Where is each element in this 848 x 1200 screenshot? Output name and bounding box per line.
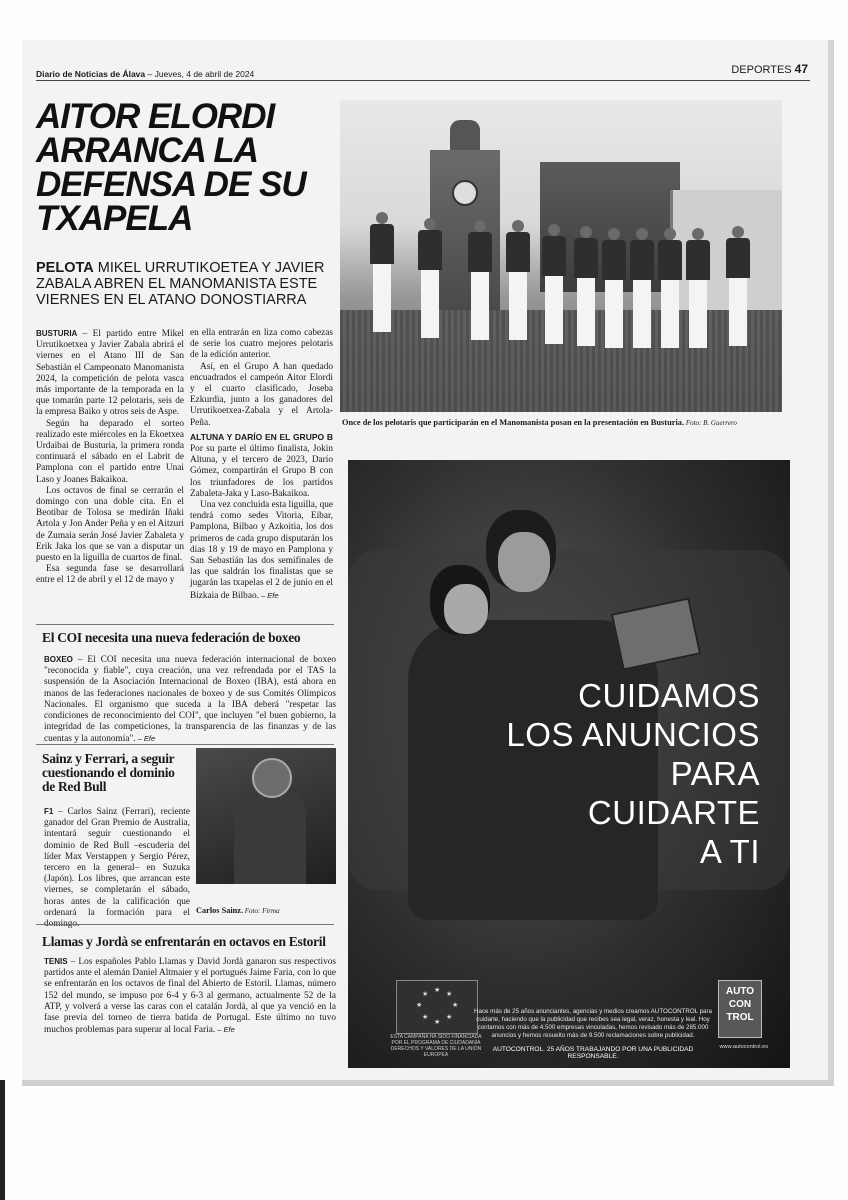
divider xyxy=(36,924,334,925)
ad-url: www.autocontrol.es xyxy=(719,1044,768,1050)
main-article-col-2 xyxy=(190,328,333,602)
f1-photo-caption xyxy=(196,906,280,915)
slogan-line: LOS ANUNCIOS xyxy=(506,716,760,753)
man-face-shape xyxy=(498,532,550,592)
slogan-line: CUIDAMOS xyxy=(578,677,760,714)
clock-icon xyxy=(452,180,478,206)
coi-body xyxy=(44,654,336,746)
caption-text: Once de los pelotaris que participarán en el Manomanista posan en la presentación en Busturia. xyxy=(342,418,685,427)
pelotaris-photo xyxy=(340,100,782,412)
player-figure xyxy=(468,220,492,340)
photo-caption xyxy=(342,418,782,427)
eu-flag-icon: ★ ★ ★ ★ ★ ★ ★ ★ xyxy=(396,980,478,1034)
agency-credit: – Efe xyxy=(215,1025,235,1035)
section-label xyxy=(731,62,808,76)
main-headline: AITOR ELORDI ARRANCA LA DEFENSA DE SU TXAPELA xyxy=(36,97,306,238)
paragraph: Así, en el Grupo A han quedado encuadrados el campeón Aitor Elordi y el cuarto clasificado, Joseba Ezkurdia, junto a los ganadores del Urrutikoetxea-Zabala y el Artola-Peña. xyxy=(190,361,333,428)
header-rule xyxy=(36,80,810,81)
tenis-body xyxy=(44,956,336,1036)
player-figure xyxy=(370,212,394,332)
player-figure xyxy=(658,228,682,348)
paragraph: – Los españoles Pablo Llamas y David Jordà ganaron sus respectivos partidos ante el alemán Daniel Altmaier y el portugués Jaime Faria, con lo que se enfrentarán en los octavos de final del Abierto de Estoril. Llamas, número 152 del mundo, se impuso por 6-4 y 6-3 al germano, actualmente 52 de la ATP, y volverá a verse las caras con el catalán Jordà, al que ya venció en la fase previa del torneo de tierra batida de Portugal. Este último no tuvo muchos problemas para superar al local Faria. xyxy=(44,957,336,1036)
photo-credit: Foto: B. Guerrero xyxy=(684,419,737,427)
dateline: BUSTURIA xyxy=(36,329,78,338)
paragraph: – Carlos Sainz (Ferrari), reciente ganador del Gran Premio de Australia, intentará seguir cuestionando el dominio de Red Bull –escudería del líder Max Verstappen y Sergio Pérez, tercero en la general– en Suzuka (Japón). Los libres, que arrancan este viernes, se completarán el sábado, horas antes de la calificación que ordenará la formación para el domingo. xyxy=(44,807,190,930)
autocontrol-ad xyxy=(348,460,790,1068)
slogan-line: A TI xyxy=(699,833,760,870)
player-figure xyxy=(418,218,442,338)
scan-edge xyxy=(0,1080,5,1200)
logo-line: AUTO xyxy=(725,986,755,997)
tenis-headline: Llamas y Jordà se enfrentarán en octavos en Estoril xyxy=(42,934,326,949)
ad-tagline: AUTOCONTROL. 25 AÑOS TRABAJANDO POR UNA PUBLICIDAD RESPONSABLE. xyxy=(492,1046,694,1060)
slogan-line: CUIDARTE xyxy=(587,794,760,831)
paragraph: Según ha deparado el sorteo realizado este miércoles en la Ekoetxea Urdaibai de Busturia, la primera ronda continuará el sábado en el Labrit de Pamplona con el partido entre Unai Laso y Joanes Bakaikoa. xyxy=(36,418,184,485)
helmet-icon xyxy=(252,758,292,798)
eu-funding-text: ESTA CAMPAÑA HA SIDO FINANCIADA POR EL PROGRAMA DE CIUDADANÍA DERECHOS Y VALORES DE LA UNIÓN EUROPEA xyxy=(390,1034,482,1058)
paper-name: Diario de Noticias de Álava xyxy=(36,69,146,79)
driver-suit-shape xyxy=(234,792,306,884)
issue-date: – Jueves, 4 de abril de 2024 xyxy=(145,69,255,79)
paragraph: en ella entrarán en liza como cabezas de serie los cuatro mejores pelotaris de la edición anterior. xyxy=(190,328,333,361)
logo-line: TROL xyxy=(726,1012,754,1023)
paragraph: – El COI necesita una nueva federación internacional de boxeo "reconocida y fiable", cuya creación, una vez refrendada por el TAS la suspensión de la Asociación Internacional de Boxeo (IBA), está ahora en manos de las federaciones nacionales de boxeo y de sus Comités Olímpicos Nacionales. El organismo que suceda a la IBA deberá "respetar las condiciones de reconocimiento del COI", que incluyen "el buen gobierno, la integridad de las competiciones, la transparencia de las finanzas y de las cuentas y la autonomía". xyxy=(44,655,336,745)
f1-body xyxy=(44,806,190,930)
slogan-line: PARA xyxy=(670,755,760,792)
logo-line: CON xyxy=(728,999,752,1010)
player-figure xyxy=(726,226,750,346)
section-name: DEPORTES xyxy=(731,64,792,76)
paragraph: Esa segunda fase se desarrollará entre el 12 de abril y el 12 de mayo y xyxy=(36,564,184,586)
player-figure xyxy=(686,228,710,348)
dateline: BOXEO xyxy=(44,655,73,664)
player-figure xyxy=(506,220,530,340)
autocontrol-logo xyxy=(718,980,762,1038)
coi-headline: El COI necesita una nueva federación de boxeo xyxy=(42,630,301,645)
paragraph: Una vez concluida esta liguilla, que tendrá como sedes Vitoria, Eibar, Pamplona, Bilbao y Azkoitia, los dos primeros de cada grupo disputarán los días 18 y 19 de mayo en Pamplona y San Sebastián las dos semifinales de las que saldrán los finalistas que se jugarán las txapelas el 2 de junio en el Bizkaia de Bilbao. xyxy=(190,500,333,601)
caption-text: Carlos Sainz. xyxy=(196,906,244,915)
kicker-tag: PELOTA xyxy=(36,260,94,276)
kicker-text: MIKEL URRUTIKOETEA Y JAVIER ZABALA ABREN EL MANOMANISTA ESTE VIERNES EN EL ATANO DONOSTIARRA xyxy=(36,260,325,308)
divider xyxy=(36,744,334,745)
main-article-col-1 xyxy=(36,328,184,587)
agency-credit: – Efe xyxy=(258,590,279,600)
paragraph: Por su parte el último finalista, Jokin Altuna, y el tercero de 2023, Darío Gómez, compartirán el Grupo B con los triunfadores de los partidos Zabaleta-Jaka y Laso-Bakaikoa. xyxy=(190,444,333,499)
main-kicker xyxy=(36,260,341,308)
player-figure xyxy=(602,228,626,348)
dateline: F1 xyxy=(44,807,54,816)
newspaper-page xyxy=(22,40,834,1086)
ad-body-text: Hace más de 25 años anunciantes, agencias y medios creamos AUTOCONTROL para cuidarte, haciendo que la publicidad que recibes sea legal, veraz, honesta y leal. Hoy contamos con más de 4.500 empresas vinculadas, hemos revisado más de 285.000 anuncios y hemos resuelto más de 9.500 reclamaciones sobre publicidad. xyxy=(474,1008,712,1039)
player-figure xyxy=(630,228,654,348)
photo-credit: Foto: Firma xyxy=(243,907,280,915)
agency-credit: – Efe xyxy=(135,734,156,744)
kid-face-shape xyxy=(444,584,488,634)
player-figure xyxy=(574,226,598,346)
tower-top-shape xyxy=(450,120,480,154)
subhead: ALTUNA Y DARÍO EN EL GRUPO B xyxy=(190,431,333,442)
ad-slogan xyxy=(506,676,760,871)
page-number: 47 xyxy=(794,62,808,76)
divider xyxy=(36,624,334,625)
paragraph: Los octavos de final se cerrarán el domingo con una doble cita. En el Beotibar de Tolosa se medirán Iñaki Artola y Jon Ander Peña y en el Aitzuri de Zumaia serán José Javier Zabaleta y Erik Jaka los que se van a disputar un puesto en la liguilla de cuartos de final. xyxy=(36,485,184,564)
dateline: TENIS xyxy=(44,957,68,966)
f1-headline: Sainz y Ferrari, a seguir cuestionando el dominio de Red Bull xyxy=(42,751,175,794)
masthead xyxy=(36,69,254,79)
paragraph: – El partido entre Mikel Urrutikoetxea y Javier Zabala abrirá el viernes en el Atano III de San Sebastián el Campeonato Manomanista 2024, la competición de pelota vasca más importante de la temporada en la que tomarán parte 12 pelotaris, seis de la empresa Baiko y otros seis de Aspe. xyxy=(36,329,184,418)
player-figure xyxy=(542,224,566,344)
sainz-photo xyxy=(196,748,336,884)
